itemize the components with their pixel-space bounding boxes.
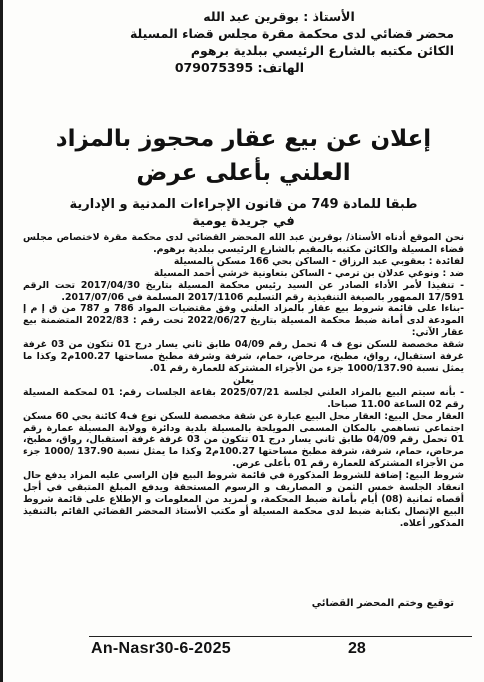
bailiff-address: الكائن مكتبه بالشارع الرئيسي ببلدية برهوم bbox=[190, 43, 454, 58]
bailiff-phone: الهاتف: 079075395 bbox=[174, 60, 304, 75]
body-paragraph: -بناءا على قائمة شروط بيع عقار بالمزاد العلني وفق مقتضيات المواد 786 و 787 من ق إ م إ المودعة لدى أمانة ضبط محكمة المسيلة بتاريخ 2022/06/27 تحت رقم : 2022/83 المتضمنة بيع عقار الآتي: bbox=[23, 303, 464, 339]
body-paragraph: ضد : ونوغي عدلان بن ترمي - الساكن بتعاونية خرشي أحمد المسيلة bbox=[153, 267, 464, 279]
body-paragraph: نحن الموقع أدناه الأستاذ/ بوقرين عبد الله المحضر القضائي لدى محكمة مقرة لاختصاص مجلس قضاء المسيلة والكائن مكتبه بالمقيم بالشارع الرئيسي ببلدية برهوم. bbox=[23, 232, 464, 255]
notice-subtitle bbox=[33, 196, 454, 230]
body-paragraph: لفائدة : بعقوبي عبد الرزاق - الساكن بحي 166 مسكن بالمسيلة bbox=[173, 255, 464, 267]
body-paragraph: - بأنه سيتم البيع بالمزاد العلني لجلسة 2025/07/21 بقاعة الجلسات رقم: 01 لمحكمة المسيلة رقم 02 الساعة 11.00 صباحا. bbox=[23, 386, 464, 410]
notice-body bbox=[23, 232, 464, 530]
bailiff-title: محضر قضائي لدى محكمة مقرة مجلس قضاء المسيلة bbox=[129, 26, 454, 41]
bailiff-name: الأستاذ : بوقرين عبد الله bbox=[203, 9, 355, 24]
newspaper-date: An-Nasr30-6-2025 bbox=[91, 640, 231, 657]
footer-divider bbox=[89, 636, 472, 637]
notice-title: إعلان عن بيع عقار محجوز بالمزاد العلني بأعلى عرض bbox=[55, 126, 432, 186]
bailiff-header bbox=[44, 8, 454, 76]
body-paragraph: شقة مخصصة للسكن نوع ف 4 تحمل رقم 04/09 طابق ثاني يسار درج 01 تتكون من 03 غرفة غرفة استقبال، رواق، مطبخ، مرحاض، حمام، شرفة وشرفة مطبخ مساحتها 100.27م2 وكذا ما يمثل نسبة 1000/137.90 جزء من الأجزاء المشتركة للعمارة رقم 01. bbox=[23, 339, 464, 374]
body-paragraph: - تنفيذا لأمر الأداء الصادر عن السيد رئيس محكمة المسيلة بتاريخ 2017/04/30 تحت الرقم 17/591 الممهور بالصيغة التنفيذية رقم التسليم 2017/1106 المسلمة في 2017/07/06. bbox=[23, 279, 464, 303]
body-paragraph: العقار محل البيع: العقار محل البيع عبارة عن شقة مخصصة للسكن نوع ف4 كائنة بحي 60 مسكن اجتماعي تساهمي بالمكان المسمى المويلحة بالمسيلة بلدية ودائرة وولاية المسيلة عمارة رقم 01 تحمل رقم 04/09 طابق ثاني يسار درج 01 تتكون من 03 غرفة غرفة استقبال، رواق، مطبخ، مرحاض، حمام، شرفة، شرفة مطبخ مساحتها 100.27م2 وكذا ما يمثل نسبة 137.90 /1000 جزء من الأجزاء المشتركة للعمارة رقم 01 بأعلى عرض. bbox=[23, 410, 465, 470]
signature-line: توقيع وختم المحضر القضائي bbox=[311, 598, 454, 609]
page-footer bbox=[91, 640, 391, 662]
announce-heading: يعلن bbox=[232, 374, 255, 386]
publication-line: في جريدة يومية bbox=[192, 214, 295, 229]
legal-article-line: طبقا للمادة 749 من قانون الإجراءات المدنية و الإدارية bbox=[69, 197, 418, 212]
body-paragraph: شروط البيع: إضافة للشروط المذكورة في قائمة شروط البيع فإن الراسي عليه المزاد يدفع حال انعقاد الجلسة خمس الثمن و المصاريف و الرسوم المستحقة ويدفع المبلغ المتبقي في أجل أقصاه ثمانية (08) أيام بأمانة ضبط المحكمة، و لمزيد من المعلومات و الإطلاع على قائمة شروط البيع الإتصال بكتابة ضبط لدى محكمة المسيلة أو مكتب الأستاذ المحضر القضائي القائم بالتنفيذ المذكور أعلاه. bbox=[23, 470, 464, 529]
page-number: 28 bbox=[348, 640, 366, 657]
